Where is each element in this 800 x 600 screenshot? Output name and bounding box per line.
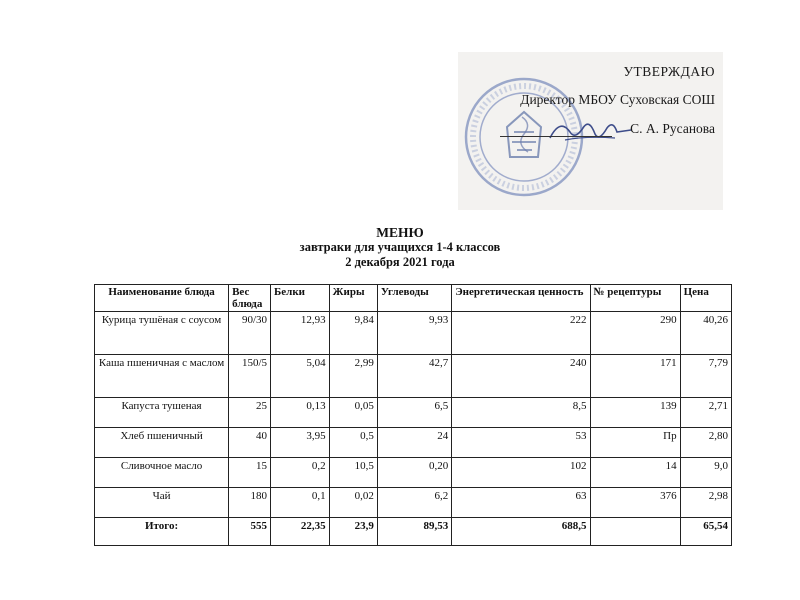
dish-energy: 63 bbox=[452, 488, 590, 518]
approval-name: С. А. Русанова bbox=[630, 121, 715, 136]
dish-carbs: 6,2 bbox=[377, 488, 451, 518]
dish-energy: 53 bbox=[452, 428, 590, 458]
dish-name: Хлеб пшеничный bbox=[95, 428, 229, 458]
menu-table bbox=[94, 284, 732, 546]
dish-recipe-number: 14 bbox=[590, 458, 680, 488]
dish-name: Сливочное масло bbox=[95, 458, 229, 488]
dish-weight: 150/5 bbox=[229, 355, 271, 398]
total-price: 65,54 bbox=[680, 518, 731, 546]
dish-recipe-number: 171 bbox=[590, 355, 680, 398]
table-row bbox=[95, 458, 732, 488]
dish-fats: 0,05 bbox=[329, 398, 377, 428]
signature-line bbox=[500, 136, 612, 137]
table-row bbox=[95, 488, 732, 518]
dish-weight: 15 bbox=[229, 458, 271, 488]
approval-title: УТВЕРЖДАЮ bbox=[623, 64, 715, 79]
header-carbs: Углеводы bbox=[377, 285, 451, 312]
header-proteins: Белки bbox=[271, 285, 330, 312]
dish-energy: 102 bbox=[452, 458, 590, 488]
table-total-row bbox=[95, 518, 732, 546]
dish-name: Каша пшеничная с маслом bbox=[95, 355, 229, 398]
dish-name: Курица тушёная с соусом bbox=[95, 312, 229, 355]
dish-weight: 90/30 bbox=[229, 312, 271, 355]
total-proteins: 22,35 bbox=[271, 518, 330, 546]
header-price: Цена bbox=[680, 285, 731, 312]
dish-weight: 180 bbox=[229, 488, 271, 518]
dish-carbs: 9,93 bbox=[377, 312, 451, 355]
header-fats: Жиры bbox=[329, 285, 377, 312]
dish-proteins: 12,93 bbox=[271, 312, 330, 355]
dish-recipe-number: 139 bbox=[590, 398, 680, 428]
total-carbs: 89,53 bbox=[377, 518, 451, 546]
dish-carbs: 6,5 bbox=[377, 398, 451, 428]
table-header-row bbox=[95, 285, 732, 312]
dish-energy: 240 bbox=[452, 355, 590, 398]
dish-fats: 0,02 bbox=[329, 488, 377, 518]
header-energy: Энергетическая ценность bbox=[452, 285, 590, 312]
menu-date: 2 декабря 2021 года bbox=[345, 255, 455, 269]
total-label: Итого: bbox=[95, 518, 229, 546]
dish-energy: 8,5 bbox=[452, 398, 590, 428]
dish-weight: 40 bbox=[229, 428, 271, 458]
dish-energy: 222 bbox=[452, 312, 590, 355]
header-recipe-number: № рецептуры bbox=[590, 285, 680, 312]
total-fats: 23,9 bbox=[329, 518, 377, 546]
dish-weight: 25 bbox=[229, 398, 271, 428]
table-row bbox=[95, 428, 732, 458]
header-weight: Вес блюда bbox=[229, 285, 271, 312]
dish-fats: 0,5 bbox=[329, 428, 377, 458]
dish-fats: 9,84 bbox=[329, 312, 377, 355]
table-row bbox=[95, 312, 732, 355]
total-weight: 555 bbox=[229, 518, 271, 546]
dish-fats: 2,99 bbox=[329, 355, 377, 398]
table-row bbox=[95, 355, 732, 398]
dish-recipe-number: 290 bbox=[590, 312, 680, 355]
dish-price: 40,26 bbox=[680, 312, 731, 355]
dish-recipe-number: 376 bbox=[590, 488, 680, 518]
dish-proteins: 5,04 bbox=[271, 355, 330, 398]
dish-name: Капуста тушеная bbox=[95, 398, 229, 428]
dish-fats: 10,5 bbox=[329, 458, 377, 488]
dish-price: 7,79 bbox=[680, 355, 731, 398]
approval-role: Директор МБОУ Суховская СОШ bbox=[520, 92, 715, 107]
menu-title: МЕНЮ bbox=[376, 225, 424, 240]
dish-price: 2,98 bbox=[680, 488, 731, 518]
dish-price: 9,0 bbox=[680, 458, 731, 488]
table-row bbox=[95, 398, 732, 428]
dish-recipe-number: Пр bbox=[590, 428, 680, 458]
dish-proteins: 0,13 bbox=[271, 398, 330, 428]
signature-icon bbox=[545, 110, 635, 150]
menu-subtitle: завтраки для учащихся 1-4 классов bbox=[299, 240, 501, 254]
dish-carbs: 24 bbox=[377, 428, 451, 458]
dish-carbs: 0,20 bbox=[377, 458, 451, 488]
dish-proteins: 3,95 bbox=[271, 428, 330, 458]
total-recipe-number bbox=[590, 518, 680, 546]
dish-price: 2,71 bbox=[680, 398, 731, 428]
total-energy: 688,5 bbox=[452, 518, 590, 546]
header-dish-name: Наименование блюда bbox=[95, 285, 229, 312]
dish-proteins: 0,1 bbox=[271, 488, 330, 518]
dish-proteins: 0,2 bbox=[271, 458, 330, 488]
dish-name: Чай bbox=[95, 488, 229, 518]
dish-carbs: 42,7 bbox=[377, 355, 451, 398]
dish-price: 2,80 bbox=[680, 428, 731, 458]
